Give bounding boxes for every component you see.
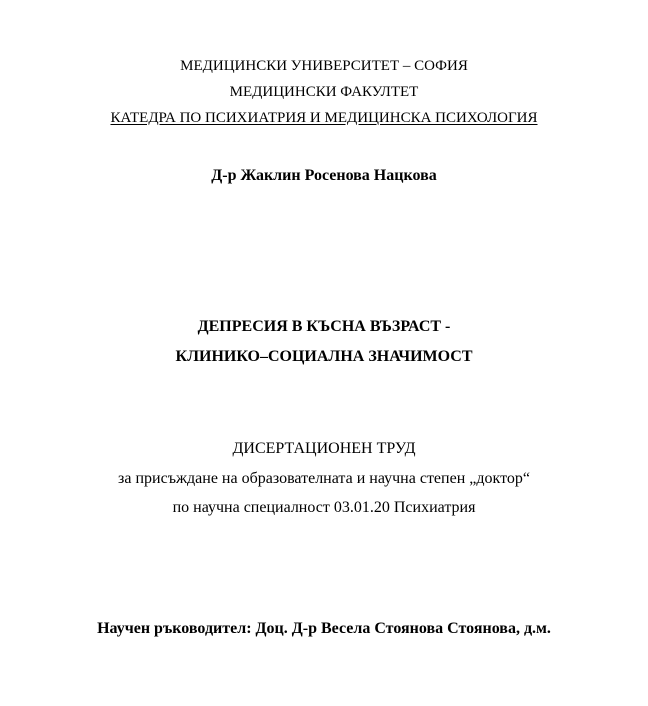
- faculty-name: МЕДИЦИНСКИ ФАКУЛТЕТ: [229, 84, 419, 100]
- work-type: ДИСЕРТАЦИОНЕН ТРУД: [232, 440, 416, 457]
- university-name: МЕДИЦИНСКИ УНИВЕРСИТЕТ – СОФИЯ: [180, 58, 468, 74]
- degree-purpose: за присъждане на образователната и научна степен „доктор“: [118, 470, 530, 487]
- title-line-1: ДЕПРЕСИЯ В КЪСНА ВЪЗРАСТ -: [197, 318, 451, 335]
- supervisor: Научен ръководител: Доц. Д-р Весела Стоянова Стоянова, д.м.: [97, 620, 551, 637]
- title-line-2: КЛИНИКО–СОЦИАЛНА ЗНАЧИМОСТ: [175, 348, 473, 365]
- department-name: КАТЕДРА ПО ПСИХИАТРИЯ И МЕДИЦИНСКА ПСИХОЛОГИЯ: [110, 110, 538, 126]
- author-name: Д-р Жаклин Росенова Нацкова: [211, 167, 437, 184]
- specialty: по научна специалност 03.01.20 Психиатрия: [172, 499, 476, 516]
